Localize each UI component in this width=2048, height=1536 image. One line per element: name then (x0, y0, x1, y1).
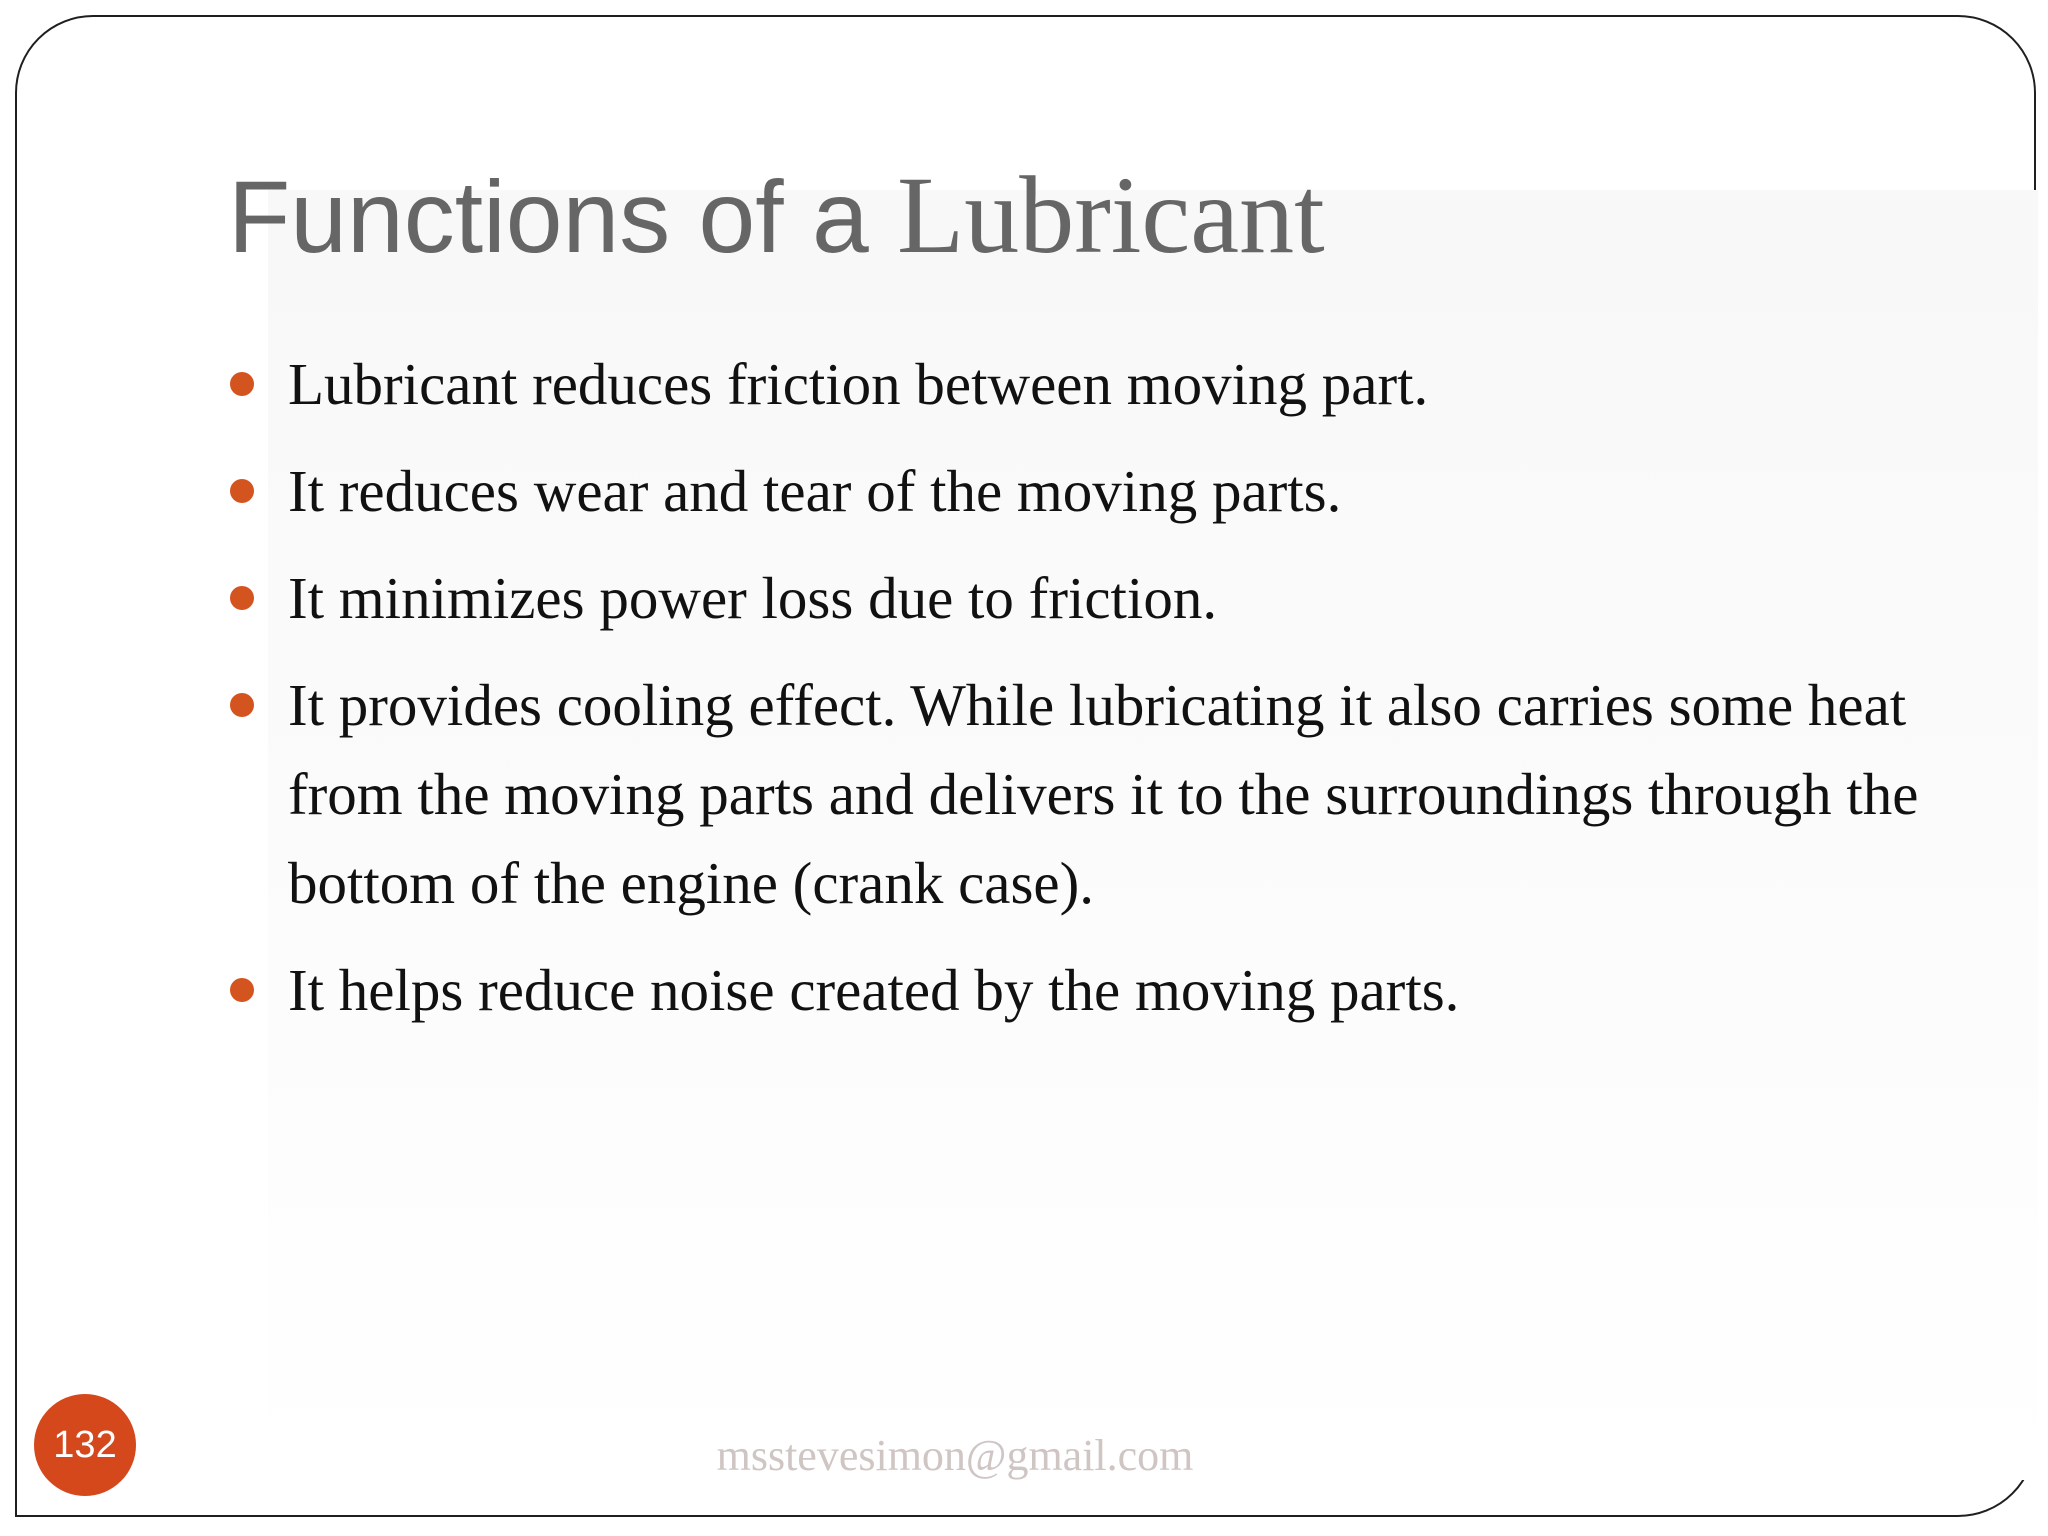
bullet-dot-icon (230, 586, 254, 610)
bullet-item (228, 661, 2018, 928)
bullet-text: It provides cooling effect. While lubricating it also carries some heat from the moving parts and delivers it to the surroundings through the bottom of the engine (crank case). (288, 672, 1919, 916)
bullet-text: Lubricant reduces friction between moving part. (288, 351, 1429, 417)
bullet-item (228, 340, 2018, 429)
bullet-dot-icon (230, 372, 254, 396)
bullet-text: It reduces wear and tear of the moving parts. (288, 458, 1342, 524)
bullet-item (228, 554, 2018, 643)
bullet-dot-icon (230, 479, 254, 503)
slide-title-part2: Lubricant (897, 154, 1325, 276)
bullet-item (228, 946, 2018, 1035)
bullet-text: It helps reduce noise created by the moving parts. (288, 957, 1460, 1023)
bullet-dot-icon (230, 978, 254, 1002)
bullet-item (228, 447, 2018, 536)
bullet-text: It minimizes power loss due to friction. (288, 565, 1218, 631)
bullet-list (228, 340, 2018, 1053)
slide-title-part1: Functions of a (228, 160, 898, 274)
bullet-dot-icon (230, 693, 254, 717)
page-number-badge: 132 (34, 1394, 136, 1496)
footer-email: msstevesimon@gmail.com (716, 1431, 1194, 1480)
slide-title (228, 154, 1325, 276)
